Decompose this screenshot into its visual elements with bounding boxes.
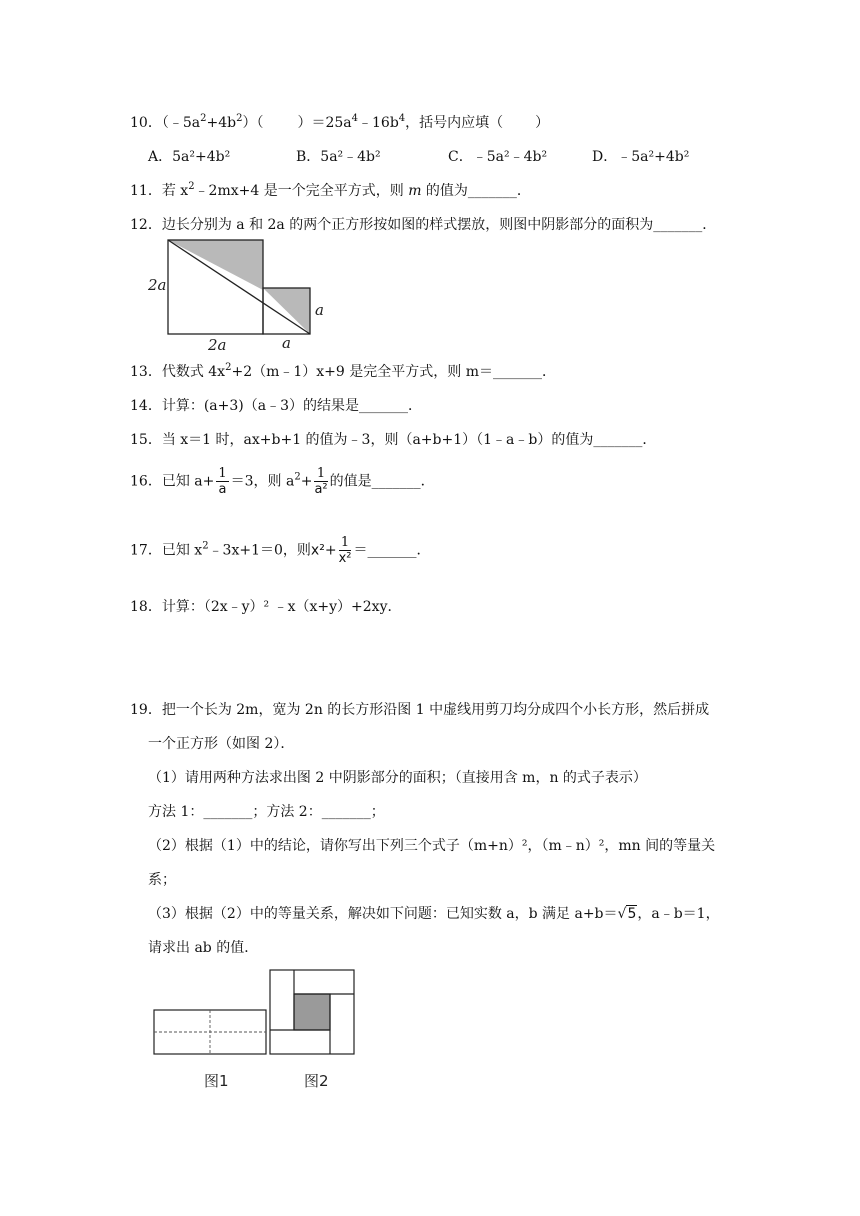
q12-stem: [130, 214, 716, 234]
q19-part-3a: [148, 903, 720, 923]
q10-stem: 10．$(﹣5a^2+4b^2)$（ ）$=25a^4﹣16b^4$，括号内应填（ ）: [130, 113, 550, 131]
q19-part-3a-pre: （3）根据（2）中的等量关系，解决如下问题：已知实数 a，b 满足 a+b＝: [148, 906, 618, 922]
q10-expr-2: +4b: [206, 115, 237, 131]
q11-number: 11．: [130, 183, 162, 199]
q17-frac-num: 1: [339, 535, 352, 551]
q17-x-squared: x²: [310, 542, 325, 559]
q14-text: 计算：(a+3)（a﹣3）的结果是: [161, 398, 359, 414]
q19-figure-1: [150, 1006, 270, 1058]
q19-sqrt-symbol: √: [617, 906, 627, 922]
q10-choice-a-label: A．5a²+4b²: [148, 149, 231, 165]
q18-number: 18．: [130, 599, 162, 615]
q16-text-b: ＝3，则 a: [230, 473, 295, 490]
q12-shaded-region-small: [263, 288, 310, 334]
q16-frac2-den: a²: [314, 482, 328, 497]
q11-end: ．: [516, 183, 531, 199]
q19-number: 19．: [130, 702, 162, 718]
q12-squares-figure: [140, 236, 340, 354]
q10-choice-b[interactable]: [296, 146, 381, 166]
q12-label-left: 2a: [148, 276, 167, 294]
q13-end: ．: [542, 364, 556, 380]
q12-number: 12．: [130, 217, 162, 233]
q14-number: 14．: [130, 398, 162, 414]
q17-fraction: [339, 535, 352, 566]
q16-fraction-1: [216, 466, 228, 497]
q11-text-a: 若 x: [161, 183, 189, 199]
q14-answer-blank[interactable]: _______: [359, 398, 408, 414]
q18-stem: [130, 596, 401, 616]
q17-number: 17．: [130, 542, 162, 559]
q19-part-3a-post: ，a﹣b＝1，: [637, 906, 720, 922]
q11-stem: 11．若 $x^2﹣2mx+4$ 是一个完全平方式，则 m 的值为_______．: [130, 181, 531, 199]
q14-end: ．: [408, 398, 422, 414]
q13-text-a: 代数式 4x: [161, 364, 226, 380]
q12-label-bottom-big: 2a: [208, 336, 227, 354]
q19-line-2: 一个正方形（如图 2）．: [148, 736, 295, 752]
q19-part-3b: 请求出 ab 的值．: [148, 940, 259, 956]
q16-text-d: 的值是: [329, 473, 372, 490]
q17-answer-blank[interactable]: _______: [367, 542, 417, 559]
q17-text-a: 已知 x: [161, 542, 203, 559]
q16-number: 16．: [130, 473, 162, 490]
q15-answer-blank[interactable]: _______: [593, 432, 643, 448]
q10-choice-c-label: C．﹣5a²﹣4b²: [448, 149, 548, 165]
q15-stem: [130, 429, 656, 449]
q19-text-1: 把一个长为 2m，宽为 2n 的长方形沿图 1 中虚线用剪刀均分成四个小长方形，然后拼成: [161, 702, 710, 718]
q13-stem: 13．代数式 $4x^2+2(m﹣1)x+9$ 是完全平方式，则 m＝_______．: [130, 362, 556, 380]
q10-rhs: ）＝25a: [297, 115, 352, 131]
q19-part-2a: （2）根据（1）中的结论，请你写出下列三个式子（m+n）²，（m﹣n）²，mn 间的等量关: [148, 838, 716, 854]
q16-answer-blank[interactable]: _______: [371, 473, 421, 490]
q10-rhs-2: ﹣16b: [358, 115, 399, 131]
q19-line-1: [130, 699, 709, 719]
q13-text-b: +2（m﹣1）x+9 是完全平方式，则 m＝: [231, 364, 493, 380]
q10-tail: ，括号内应填（: [405, 115, 504, 131]
q19-part-1: （1）请用两种方法求出图 2 中阴影部分的面积；（直接用含 m，n 的式子表示）: [148, 770, 647, 786]
q16-frac2-num: 1: [314, 466, 327, 482]
q11-var: m: [408, 183, 422, 199]
q12-end: ．: [702, 217, 717, 233]
q18-text: 计算：（2x﹣y）² ﹣x（x+y）+2xy．: [161, 599, 402, 615]
q16-end: ．: [420, 473, 435, 490]
q17-plus: +: [324, 542, 337, 559]
q11-text-b: ﹣2mx+4 是一个完全平方式，则: [194, 183, 409, 199]
q10-choice-d[interactable]: [592, 146, 689, 166]
q11-text-c: 的值为: [421, 183, 468, 199]
q17-end: ．: [416, 542, 431, 559]
q19-methods[interactable]: 方法 1：_______；方法 2：_______；: [148, 804, 385, 820]
q10-choice-a[interactable]: [148, 146, 230, 166]
q10-choice-c[interactable]: [448, 146, 547, 166]
q14-stem: [130, 395, 422, 415]
q10-paren: ）（: [242, 115, 264, 131]
q17-text-b: ﹣3x+1＝0，则: [208, 542, 311, 559]
q17-stem: 17．已知 $x^2﹣3x+1=0$，则x²+ $\frac{1}{\text{x²}}$ ＝_______．: [130, 535, 431, 566]
q10-tail-close: ）: [535, 115, 550, 131]
q16-frac1-num: 1: [218, 466, 227, 481]
q16-frac1-den: a: [218, 482, 227, 497]
q15-number: 15．: [130, 432, 162, 448]
q19-figure-2: [266, 966, 358, 1058]
q12-label-right: a: [315, 301, 324, 319]
q19-part-2b: 系；: [148, 872, 176, 888]
q15-end: ．: [642, 432, 657, 448]
q19-fig2-label: 图2: [304, 1072, 329, 1090]
q11-answer-blank[interactable]: _______: [467, 183, 517, 199]
q10-number: 10．: [130, 115, 162, 131]
q10-choice-d-label: D．﹣5a²+4b²: [592, 149, 690, 165]
q16-text-a: 已知 a+: [161, 473, 215, 490]
q16-text-c: +: [300, 473, 313, 490]
q13-number: 13．: [130, 364, 162, 380]
q17-frac-den: x²: [338, 551, 352, 566]
q17-eq: ＝: [353, 542, 368, 559]
q12-text: 边长分别为 a 和 2a 的两个正方形按如图的样式摆放，则图中阴影部分的面积为: [161, 217, 654, 233]
q19-fig1-label: 图1: [204, 1072, 229, 1090]
q12-label-bottom-small: a: [282, 334, 291, 352]
q12-shaded-triangle-big: [168, 240, 263, 290]
q12-answer-blank[interactable]: _______: [653, 217, 703, 233]
q16-stem: 16．已知 a+ $\frac{1}{a}$ ＝3，则 $a^2+$ $\frac{1}{\text{a²}}$ 的值是_______．: [130, 466, 435, 497]
q15-text: 当 x＝1 时，ax+b+1 的值为﹣3，则（a+b+1）（1﹣a﹣b）的值为: [161, 432, 594, 448]
q16-fraction-2: [314, 466, 327, 497]
q13-answer-blank[interactable]: _______: [493, 364, 542, 380]
q10-expr-1: （﹣5a: [161, 115, 201, 131]
q19-sqrt-value: 5: [627, 906, 637, 922]
q10-choice-b-label: B．5a²﹣4b²: [296, 149, 381, 165]
